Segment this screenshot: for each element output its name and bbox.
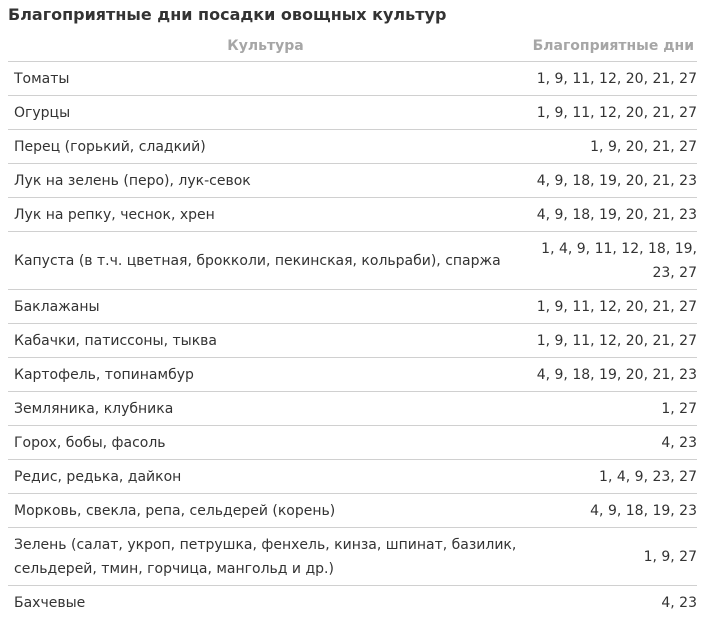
crop-cell: Земляника, клубника [8,392,523,426]
column-header-days: Благоприятные дни [523,30,697,62]
crop-cell: Огурцы [8,96,523,130]
crop-cell: Перец (горький, сладкий) [8,130,523,164]
crop-cell: Картофель, топинамбур [8,358,523,392]
table-row [8,324,697,358]
days-cell: 1, 9, 11, 12, 20, 21, 27 [523,62,697,96]
crop-cell: Зелень (салат, укроп, петрушка, фенхель, кинза, шпинат, базилик, сельдерей, тмин, горчица, мангольд и др.) [8,528,523,586]
crop-cell: Баклажаны [8,290,523,324]
table-row [8,586,697,620]
page-title: Благоприятные дни посадки овощных культур [8,5,447,24]
table-row [8,460,697,494]
crop-cell: Редис, редька, дайкон [8,460,523,494]
planting-days-table [8,30,697,619]
days-cell: 4, 23 [523,426,697,460]
table-row [8,130,697,164]
days-cell: 4, 23 [661,594,697,611]
table-row [8,96,697,130]
crop-cell: Лук на репку, чеснок, хрен [8,198,523,232]
days-cell: 4, 9, 18, 19, 20, 21, 23 [523,358,697,392]
days-cell: 4, 9, 18, 19, 23 [523,494,697,528]
days-cell: 1, 9, 11, 12, 20, 21, 27 [523,290,697,324]
column-header-crop: Культура [8,30,523,62]
table-row [8,528,697,586]
crop-cell: Томаты [8,62,523,96]
days-cell: 4, 9, 18, 19, 20, 21, 23 [523,164,697,198]
crop-cell: Бахчевые [14,594,86,611]
days-cell: 1, 9, 11, 12, 20, 21, 27 [523,96,697,130]
crop-cell: Кабачки, патиссоны, тыква [8,324,523,358]
table-row [8,494,697,528]
table-row [8,164,697,198]
crop-cell: Морковь, свекла, репа, сельдерей (корень) [8,494,523,528]
days-cell: 1, 4, 9, 23, 27 [523,460,697,494]
days-cell: 1, 4, 9, 11, 12, 18, 19, 23, 27 [523,232,697,290]
table-row [8,62,697,96]
table-row [8,232,697,290]
days-cell: 1, 9, 11, 12, 20, 21, 27 [523,324,697,358]
crop-cell: Горох, бобы, фасоль [8,426,523,460]
days-cell: 1, 27 [523,392,697,426]
table-header-row [8,30,697,62]
table-row [8,426,697,460]
table-row [8,358,697,392]
days-cell: 1, 9, 20, 21, 27 [523,130,697,164]
crop-cell: Лук на зелень (перо), лук-севок [8,164,523,198]
days-cell: 4, 9, 18, 19, 20, 21, 23 [523,198,697,232]
days-cell: 1, 9, 27 [523,528,697,586]
table-row [8,290,697,324]
table-row [8,392,697,426]
crop-cell: Капуста (в т.ч. цветная, брокколи, пекинская, кольраби), спаржа [8,232,523,290]
table-row [8,198,697,232]
